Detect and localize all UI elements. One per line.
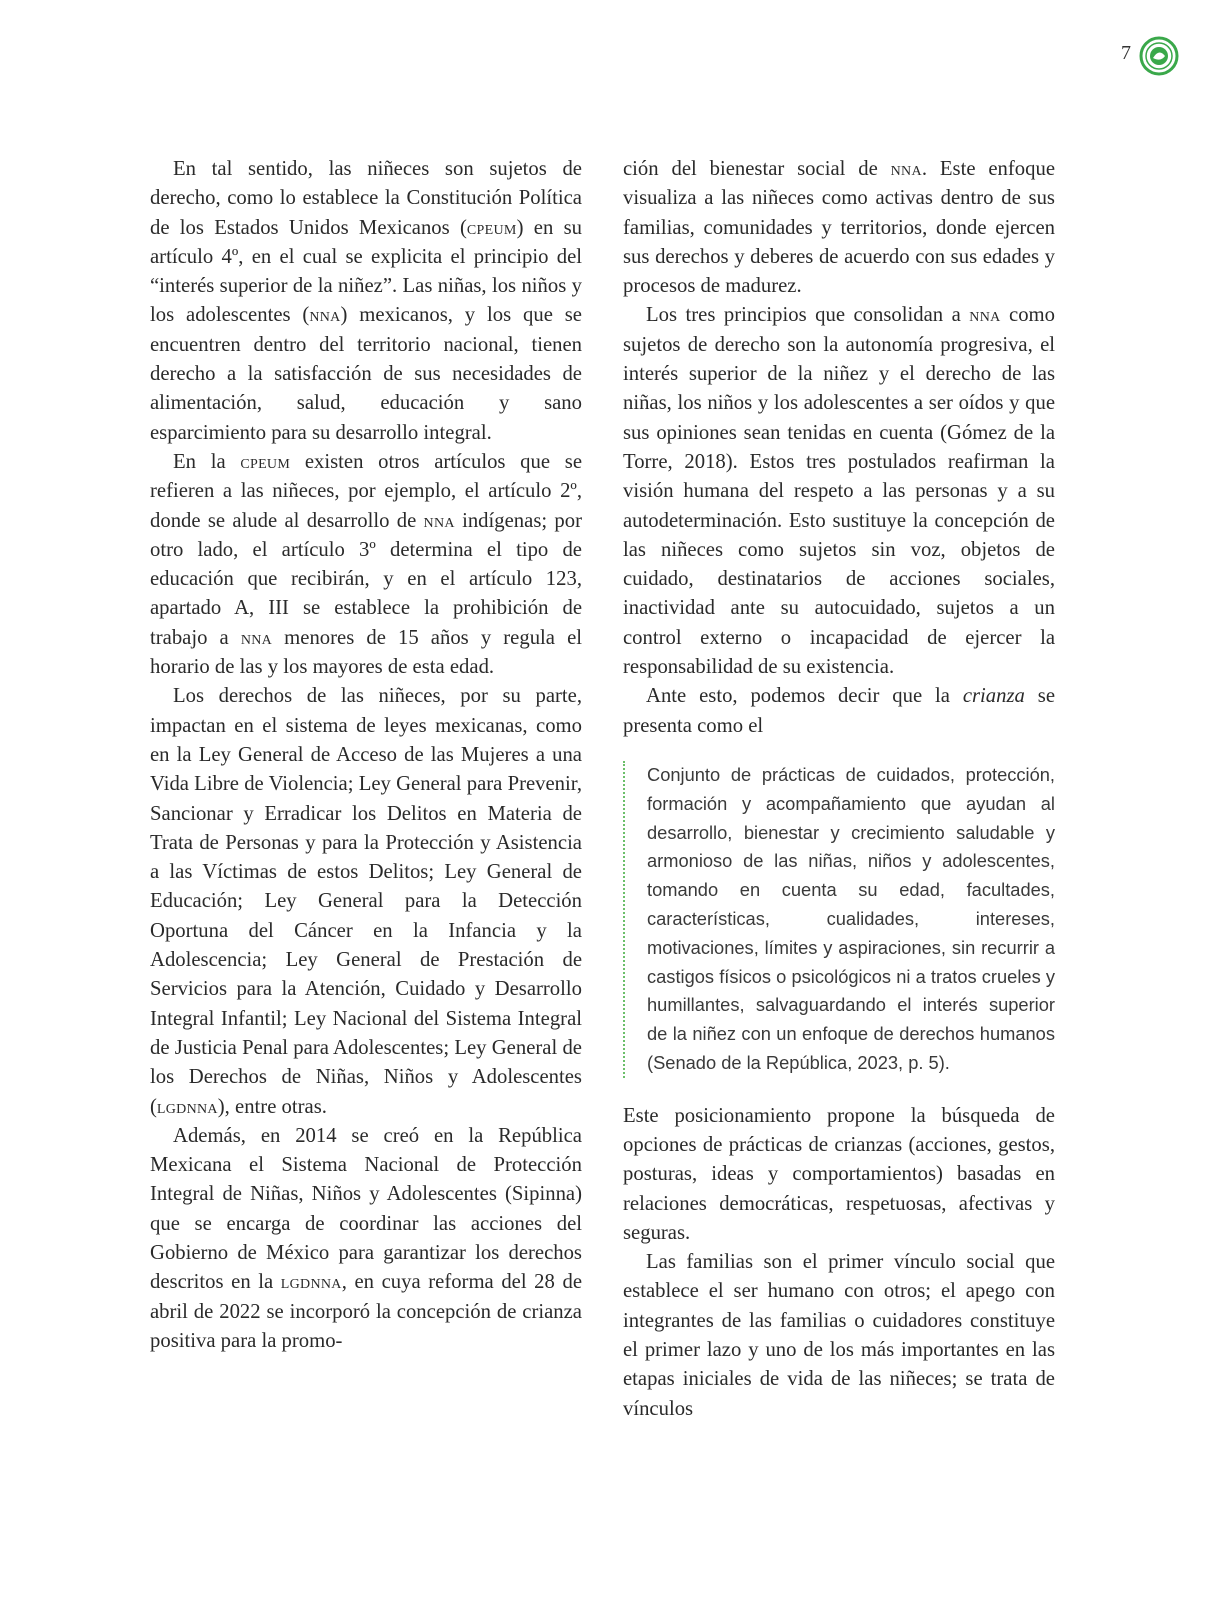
right-column	[623, 155, 1055, 1424]
paragraph: Las familias son el primer vínculo social que establece el ser humano con otros; el apego con integrantes de las familias o cuidadores constituye el primer lazo y uno de los más importantes en las etapas iniciales de vida de las niñeces; se trata de vínculos	[623, 1251, 1055, 1420]
paragraph: En tal sentido, las niñeces son sujetos de derecho, como lo establece la Constitución Política de los Estados Unidos Mexicanos (cpeum) en su artículo 4º, en el cual se explicita el principio del “interés superior de la niñez”. Las niñas, los niños y los adolescentes (nna) mexicanos, y los que se encuentren dentro del territorio nacional, tienen derecho a la satisfacción de sus necesidades de alimentación, salud, educación y sano esparcimiento para su desarrollo integral.	[150, 158, 583, 444]
paragraph: Ante esto, podemos decir que la crianza se presenta como el	[623, 685, 1056, 737]
paragraph: ción del bienestar social de nna. Este enfoque visualiza a las niñeces como activas dentro de sus familias, comunidades y territorios, donde ejercen sus derechos y deberes de acuerdo con sus edades y procesos de madurez.	[623, 158, 1056, 298]
left-column	[150, 155, 582, 1356]
quote-text: Conjunto de prácticas de cuidados, protección, formación y acompañamiento que ayudan al desarrollo, bienestar y crecimiento saludable y armonioso de las niñas, niños y adolescentes, tomando en cuenta su edad, facultades, características, cualidades, intereses, motivaciones, límites y aspiraciones, sin recurrir a castigos físicos o psicológicos ni a tratos crueles y humillantes, salvaguardando el interés superior de la niñez con un enfoque de derechos humanos (Senado de la República, 2023, p. 5).	[647, 763, 1055, 1073]
paragraph: Los derechos de las niñeces, por su parte, impactan en el sistema de leyes mexicanas, como en la Ley General de Acceso de las Mujeres a una Vida Libre de Violencia; Ley General para Prevenir, Sancionar y Erradicar los Delitos en Materia de Trata de Personas y para la Protección y Asistencia a las Víctimas de estos Delitos; Ley General de Educación; Ley General para la Detección Oportuna del Cáncer en la Infancia y la Adolescencia; Ley General de Prestación de Servicios para la Atención, Cuidado y Desarrollo Integral Infantil; Ley Nacional del Sistema Integral de Justicia Penal para Adolescentes; Ley General de los Derechos de Niñas, Niños y Adolescentes (lgdnna), entre otras.	[150, 685, 582, 1118]
paragraph: Además, en 2014 se creó en la República Mexicana el Sistema Nacional de Protección Integral de Niñas, Niños y Adolescentes (Sipinna) que se encarga de coordinar las acciones del Gobierno de México para garantizar los derechos descritos en la lgdnna, en cuya reforma del 28 de abril de 2022 se incorporó la concepción de crianza positiva para la promo-	[150, 1124, 582, 1352]
paragraph: Este posicionamiento propone la búsqueda de opciones de prácticas de crianzas (acciones, gestos, posturas, ideas y comportamientos) basadas en relaciones democráticas, respetuosas, afectivas y seguras.	[623, 1104, 1055, 1244]
page-number: 7	[1121, 42, 1131, 64]
paragraph: Los tres principios que consolidan a nna como sujetos de derecho son la autonomía progresiva, el interés superior de la niñez y el derecho de las niñas, los niños y los adolescentes a ser oídos y que sus opiniones sean tenidas en cuenta (Gómez de la Torre, 2018). Estos tres postulados reafirman la visión humana del respeto a las personas y a su autodeterminación. Esto sustituye la concepción de las niñeces como sujetos sin voz, objetos de cuidado, destinatarios de acciones sociales, inactividad ante su autocuidado, sujetos a un control externo o incapacidad de ejercer la responsabilidad de su existencia.	[623, 304, 1055, 679]
green-circular-seal-icon	[1139, 36, 1179, 76]
paragraph: En la cpeum existen otros artículos que se refieren a las niñeces, por ejemplo, el artículo 2º, donde se alude al desarrollo de nna indígenas; por otro lado, el artículo 3º determina el tipo de educación que recibirán, y en el artículo 123, apartado A, III se establece la prohibición de trabajo a nna menores de 15 años y regula el horario de las y los mayores de esta edad.	[150, 450, 582, 679]
block-quote	[623, 761, 1055, 1078]
